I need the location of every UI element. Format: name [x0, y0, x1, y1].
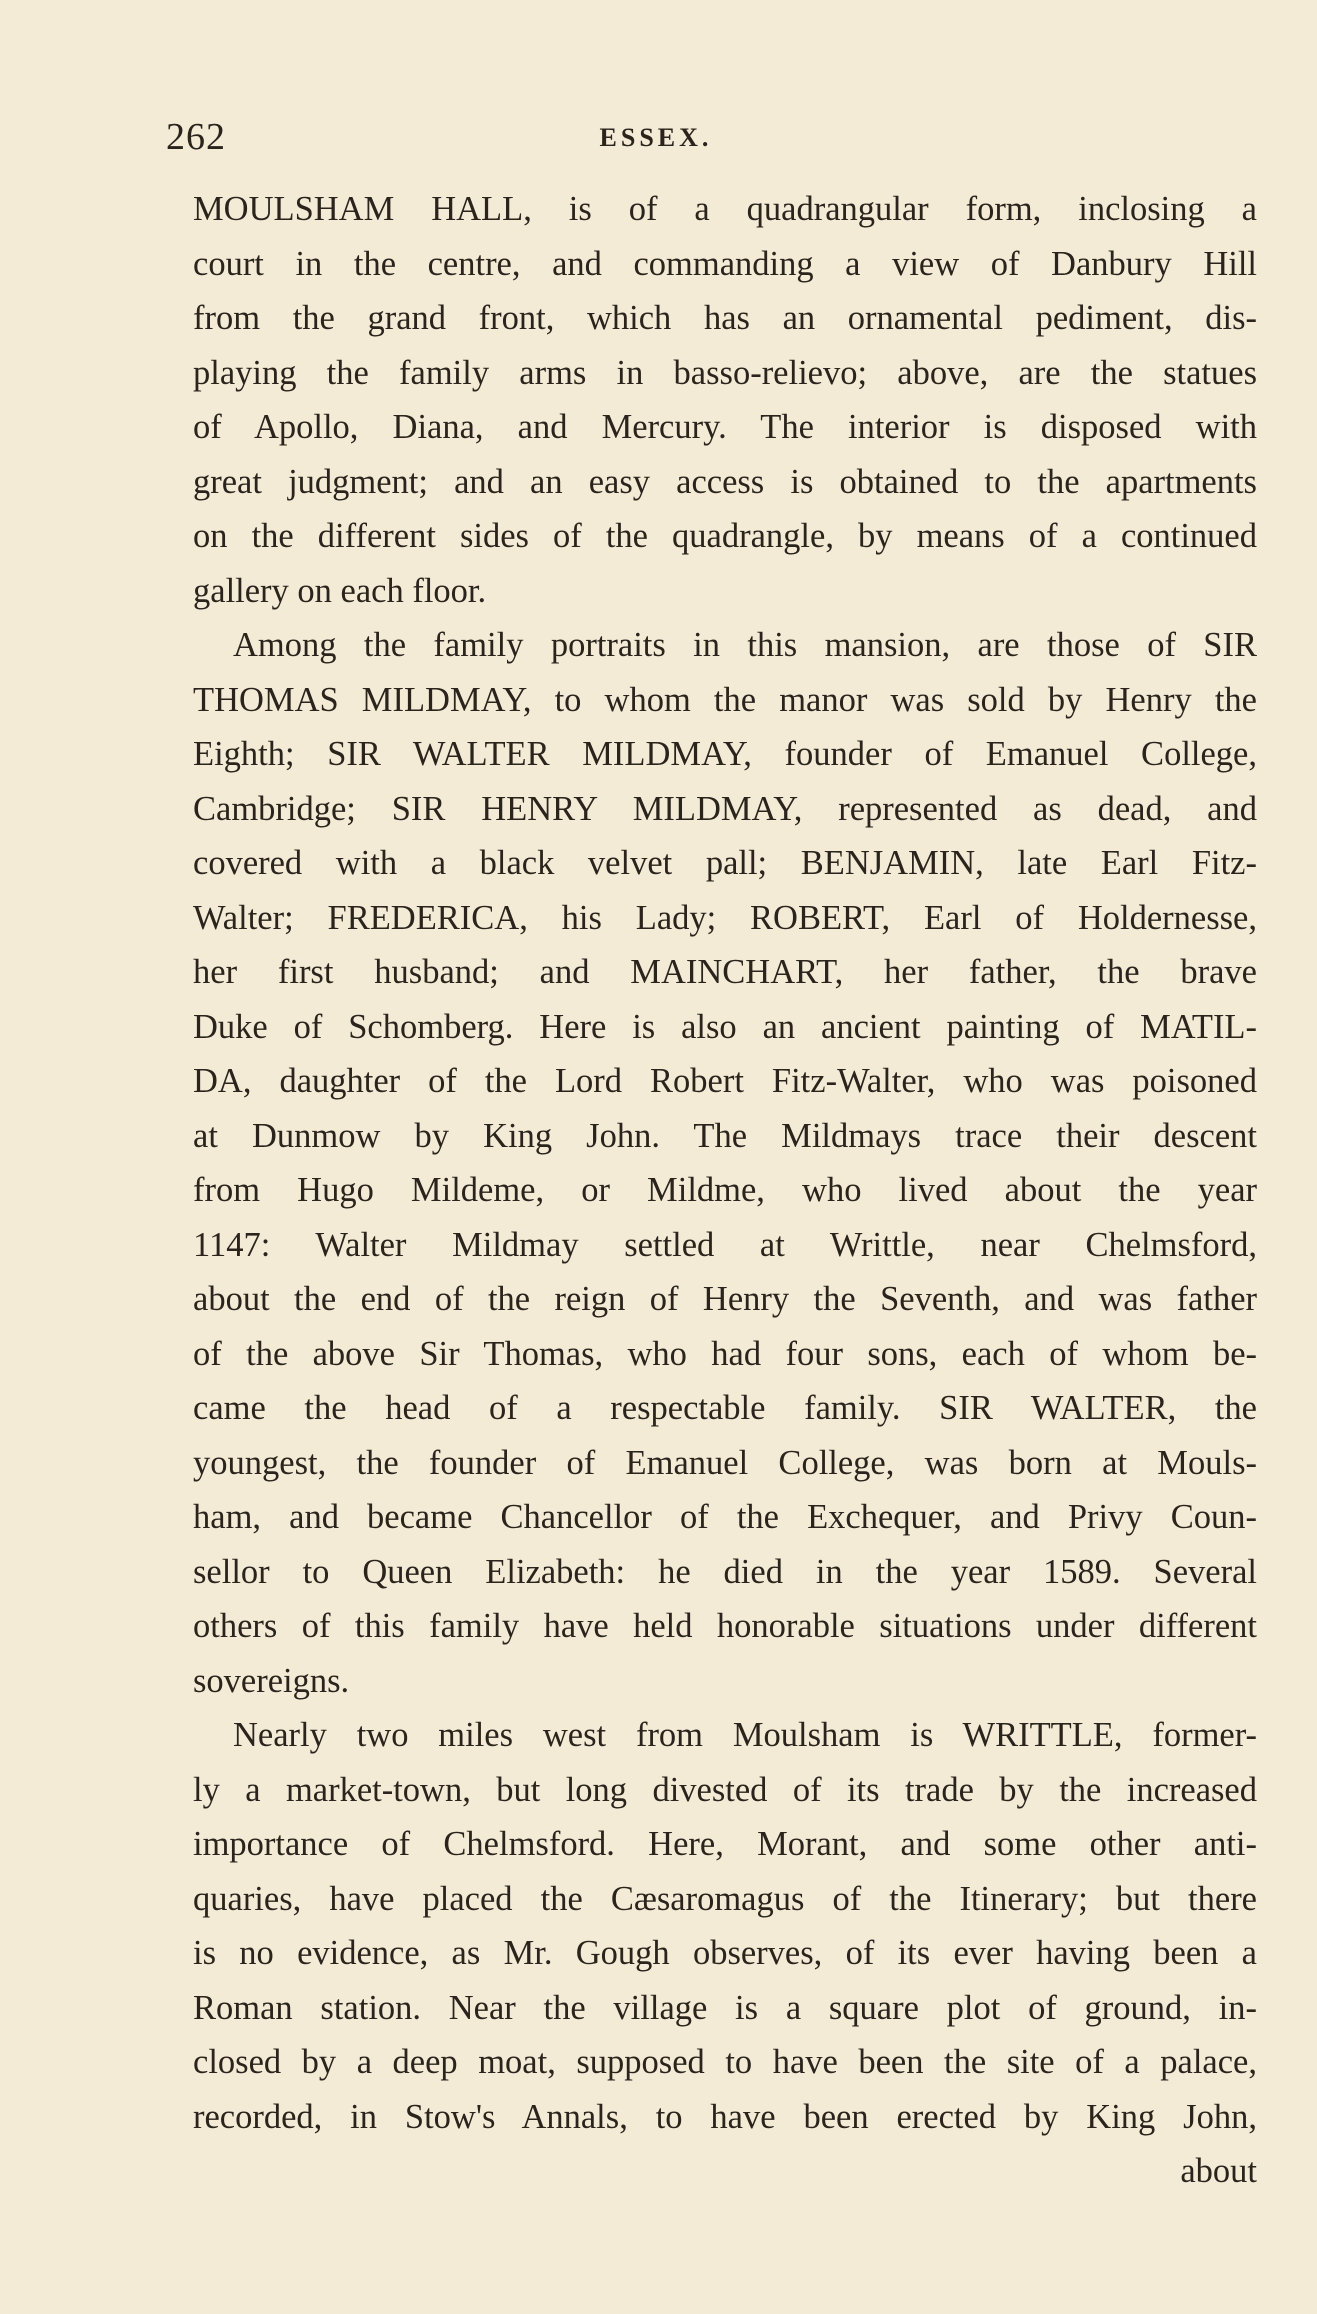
text-line: ly a market-town, but long divested of its trade by the increased [193, 1770, 1257, 1809]
text-line: playing the family arms in basso-relievo; above, are the statues [193, 353, 1257, 392]
text-line: about the end of the reign of Henry the Seventh, and was father [193, 1280, 1257, 1318]
text-line: is no evidence, as Mr. Gough observes, of its ever having been a [193, 1934, 1257, 1972]
text-line: Walter; FREDERICA, his Lady; ROBERT, Earl of Holdernesse, [193, 898, 1257, 937]
text-line: Eighth; SIR WALTER MILDMAY, founder of Emanuel College, [193, 735, 1257, 773]
text-line: sovereigns. [193, 1661, 350, 1700]
text-line: closed by a deep moat, supposed to have been the site of a palace, [193, 2043, 1257, 2081]
text-line: of the above Sir Thomas, who had four sons, each of whom be- [193, 1334, 1257, 1373]
text-line: youngest, the founder of Emanuel College, was born at Mouls- [193, 1443, 1257, 1482]
text-line: from the grand front, which has an ornamental pediment, dis- [193, 299, 1257, 337]
text-line: gallery on each floor. [193, 571, 487, 610]
text-line: her first husband; and MAINCHART, her father, the brave [193, 953, 1257, 991]
text-line: covered with a black velvet pall; BENJAMIN, late Earl Fitz- [193, 844, 1257, 882]
running-title: ESSEX. [599, 123, 713, 152]
page-header [166, 112, 1146, 162]
text-line: MOULSHAM HALL, is of a quadrangular form, inclosing a [193, 190, 1257, 228]
text-line: 1147: Walter Mildmay settled at Writtle, near Chelmsford, [193, 1225, 1257, 1264]
text-line: from Hugo Mildeme, or Mildme, who lived about the year [193, 1171, 1257, 1209]
text-line: THOMAS MILDMAY, to whom the manor was sold by Henry the [193, 680, 1257, 719]
text-line: came the head of a respectable family. SIR WALTER, the [193, 1389, 1257, 1427]
text-line: ham, and became Chancellor of the Exchequer, and Privy Coun- [193, 1498, 1257, 1536]
text-line: quaries, have placed the Cæsaromagus of the Itinerary; but there [193, 1879, 1257, 1918]
text-line: Duke of Schomberg. Here is also an ancient painting of MATIL- [193, 1007, 1257, 1046]
text-line: Cambridge; SIR HENRY MILDMAY, represented as dead, and [193, 789, 1257, 828]
catchword: about [1180, 2152, 1257, 2190]
text-line: Nearly two miles west from Moulsham is WRITTLE, former- [233, 1716, 1257, 1754]
text-line: others of this family have held honorable situations under different [193, 1607, 1257, 1645]
text-line: DA, daughter of the Lord Robert Fitz-Walter, who was poisoned [193, 1062, 1257, 1100]
body-text [193, 182, 1257, 2199]
text-line: great judgment; and an easy access is obtained to the apartments [193, 462, 1257, 501]
text-line: recorded, in Stow's Annals, to have been erected by King John, [193, 2097, 1257, 2136]
text-line: court in the centre, and commanding a view of Danbury Hill [193, 244, 1257, 283]
text-line: on the different sides of the quadrangle, by means of a continued [193, 517, 1257, 555]
text-line: at Dunmow by King John. The Mildmays trace their descent [193, 1116, 1257, 1155]
text-line: Roman station. Near the village is a square plot of ground, in- [193, 1988, 1257, 2027]
page-number: 262 [166, 116, 226, 158]
text-line: of Apollo, Diana, and Mercury. The interior is disposed with [193, 408, 1257, 446]
text-line: sellor to Queen Elizabeth: he died in the year 1589. Several [193, 1552, 1257, 1591]
text-line: Among the family portraits in this mansion, are those of SIR [233, 626, 1257, 664]
text-line: importance of Chelmsford. Here, Morant, and some other anti- [193, 1825, 1257, 1863]
